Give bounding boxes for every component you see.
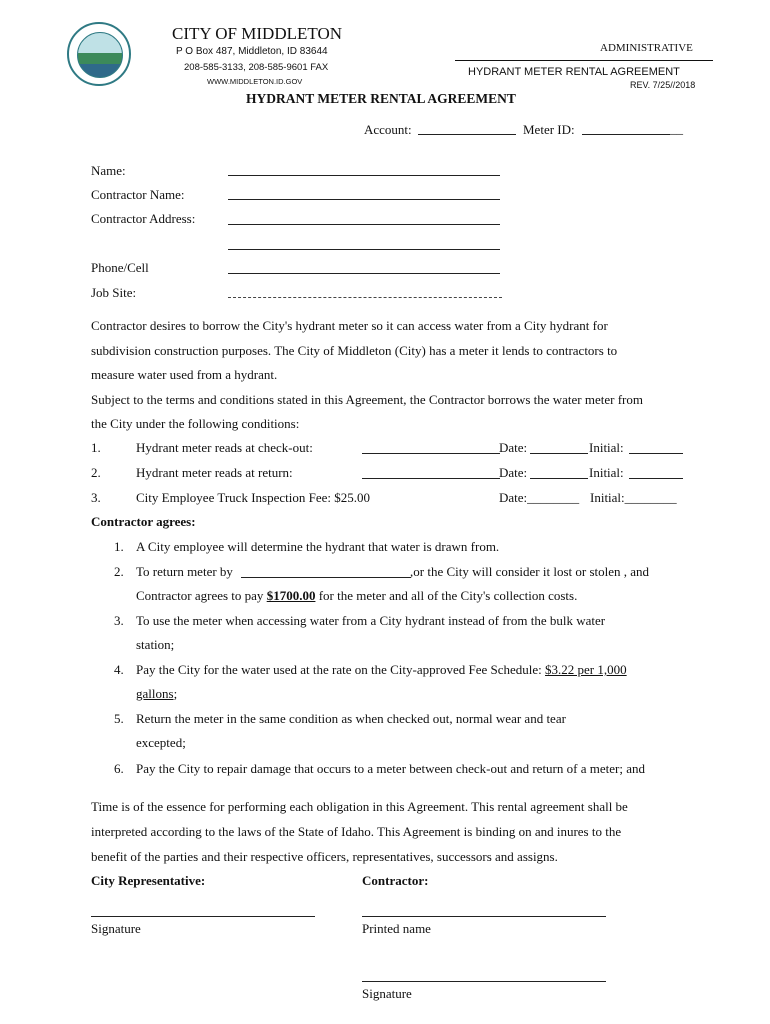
closing-line-1: Time is of the essence for performing each obligation in this Agreement. This rental agreement shall be: [91, 799, 628, 814]
contractor-printed-name-field[interactable]: [362, 916, 606, 917]
seal-landscape-icon: [77, 32, 123, 78]
header-city-name: CITY OF MIDDLETON: [172, 24, 342, 43]
agree-4-line-2: [136, 686, 177, 702]
meter-id-label: Meter ID:: [523, 122, 575, 137]
meter-id-field[interactable]: [582, 134, 670, 135]
contractor-signature-field[interactable]: [362, 981, 606, 982]
intro-line-1: Contractor desires to borrow the City's hydrant meter so it can access water from a City hydrant for: [91, 318, 608, 333]
name-field[interactable]: [228, 175, 500, 176]
closing-line-2: interpreted according to the laws of the State of Idaho. This Agreement is binding on and inures to the: [91, 824, 622, 839]
agree-4-semicolon: ;: [173, 686, 178, 701]
agree-3-text-a: To use the meter when accessing water from a City hydrant instead of from the bulk water: [136, 613, 606, 628]
contractor-address-label: Contractor Address:: [91, 211, 196, 226]
condition-2-date-field[interactable]: [530, 478, 588, 479]
agree-3-text-b: station;: [136, 637, 175, 652]
contractor-name-label: Contractor Name:: [91, 187, 185, 202]
agree-2-num: 2.: [114, 564, 124, 579]
water-rate: $3.22 per 1,000: [545, 662, 627, 677]
condition-1-initial: Initial:: [589, 440, 624, 455]
job-site-label: Job Site:: [91, 285, 137, 300]
contractor-address-field[interactable]: [228, 224, 500, 225]
agree-5-text-a: Return the meter in the same condition as when checked out, normal wear and tear: [136, 711, 566, 726]
agree-2-text-b: ,or the City will consider it lost or stolen , and: [410, 564, 650, 579]
agree-2-text-a: To return meter by: [136, 564, 233, 579]
condition-2-date: Date:: [499, 465, 528, 480]
agree-6-text: Pay the City to repair damage that occurs to a meter between check-out and return of a meter; and: [136, 761, 645, 776]
agree-4-text-a: Pay the City for the water used at the rate on the City-approved Fee Schedule:: [136, 662, 546, 677]
intro-line-5: the City under the following conditions:: [91, 416, 300, 431]
header-phone-fax: 208-585-3133, 208-585-9601 FAX: [184, 62, 329, 73]
contractor-heading: Contractor:: [362, 873, 429, 888]
header-address: P O Box 487, Middleton, ID 83644: [176, 46, 328, 57]
agree-2-text-c: Contractor agrees to pay: [136, 588, 267, 603]
agree-5-text-b: excepted;: [136, 735, 186, 750]
meter-cost-amount: $1700.00: [266, 588, 316, 603]
condition-1-date-field[interactable]: [530, 453, 588, 454]
city-representative-heading: City Representative:: [91, 873, 206, 888]
intro-line-4: Subject to the terms and conditions stated in this Agreement, the Contractor borrows the water meter from: [91, 392, 643, 407]
condition-1-reading-field[interactable]: [362, 453, 500, 454]
condition-3-text: City Employee Truck Inspection Fee: $25.00: [136, 490, 370, 505]
header-rule: [455, 60, 713, 61]
agree-1-text: A City employee will determine the hydrant that water is drawn from.: [136, 539, 500, 554]
condition-1-num: 1.: [91, 440, 101, 455]
agree-3-num: 3.: [114, 613, 124, 628]
condition-3-initial: Initial:________: [590, 490, 677, 505]
condition-2-reading-field[interactable]: [362, 478, 500, 479]
agree-4-line-1: [136, 662, 627, 678]
condition-1-date: Date:: [499, 440, 528, 455]
printed-name-label: Printed name: [362, 921, 431, 936]
phone-label: Phone/Cell: [91, 260, 149, 275]
contractor-address-field-2[interactable]: [228, 249, 500, 250]
intro-line-2: subdivision construction purposes. The City of Middleton (City) has a meter it lends to contractors to: [91, 343, 618, 358]
condition-1-text: Hydrant meter reads at check-out:: [136, 440, 313, 455]
header-website: WWW.MIDDLETON.ID.GOV: [207, 77, 303, 86]
agree-4-num: 4.: [114, 662, 124, 677]
job-site-field[interactable]: [228, 297, 502, 298]
city-signature-field[interactable]: [91, 916, 315, 917]
condition-3-date: Date:________: [499, 490, 580, 505]
water-rate-unit: gallons: [136, 686, 174, 701]
intro-line-3: measure water used from a hydrant.: [91, 367, 278, 382]
name-label: Name:: [91, 163, 126, 178]
condition-3-num: 3.: [91, 490, 101, 505]
agree-6-num: 6.: [114, 761, 124, 776]
closing-line-3: benefit of the parties and their respective officers, representatives, successors and assigns.: [91, 849, 558, 864]
city-seal-logo: [67, 22, 131, 86]
condition-2-text: Hydrant meter reads at return:: [136, 465, 293, 480]
contractor-signature-label: Signature: [362, 986, 412, 1001]
agree-1-num: 1.: [114, 539, 124, 554]
meter-id-tail: __: [670, 121, 683, 136]
agree-2-text-d: for the meter and all of the City's collection costs.: [315, 588, 578, 603]
return-by-date-field[interactable]: [241, 577, 411, 578]
header-revision: REV. 7/25//2018: [630, 80, 696, 90]
condition-1-initial-field[interactable]: [629, 453, 683, 454]
contractor-name-field[interactable]: [228, 199, 500, 200]
phone-field[interactable]: [228, 273, 500, 274]
city-signature-label: Signature: [91, 921, 141, 936]
condition-2-initial-field[interactable]: [629, 478, 683, 479]
condition-2-num: 2.: [91, 465, 101, 480]
account-label: Account:: [364, 122, 412, 137]
account-field[interactable]: [418, 134, 516, 135]
agree-5-num: 5.: [114, 711, 124, 726]
page-title: HYDRANT METER RENTAL AGREEMENT: [246, 91, 516, 106]
contractor-agrees-heading: Contractor agrees:: [91, 514, 196, 529]
agree-2-line-2: [136, 588, 577, 604]
header-doc-name: HYDRANT METER RENTAL AGREEMENT: [468, 66, 680, 78]
condition-2-initial: Initial:: [589, 465, 624, 480]
header-category: ADMINISTRATIVE: [600, 42, 693, 54]
